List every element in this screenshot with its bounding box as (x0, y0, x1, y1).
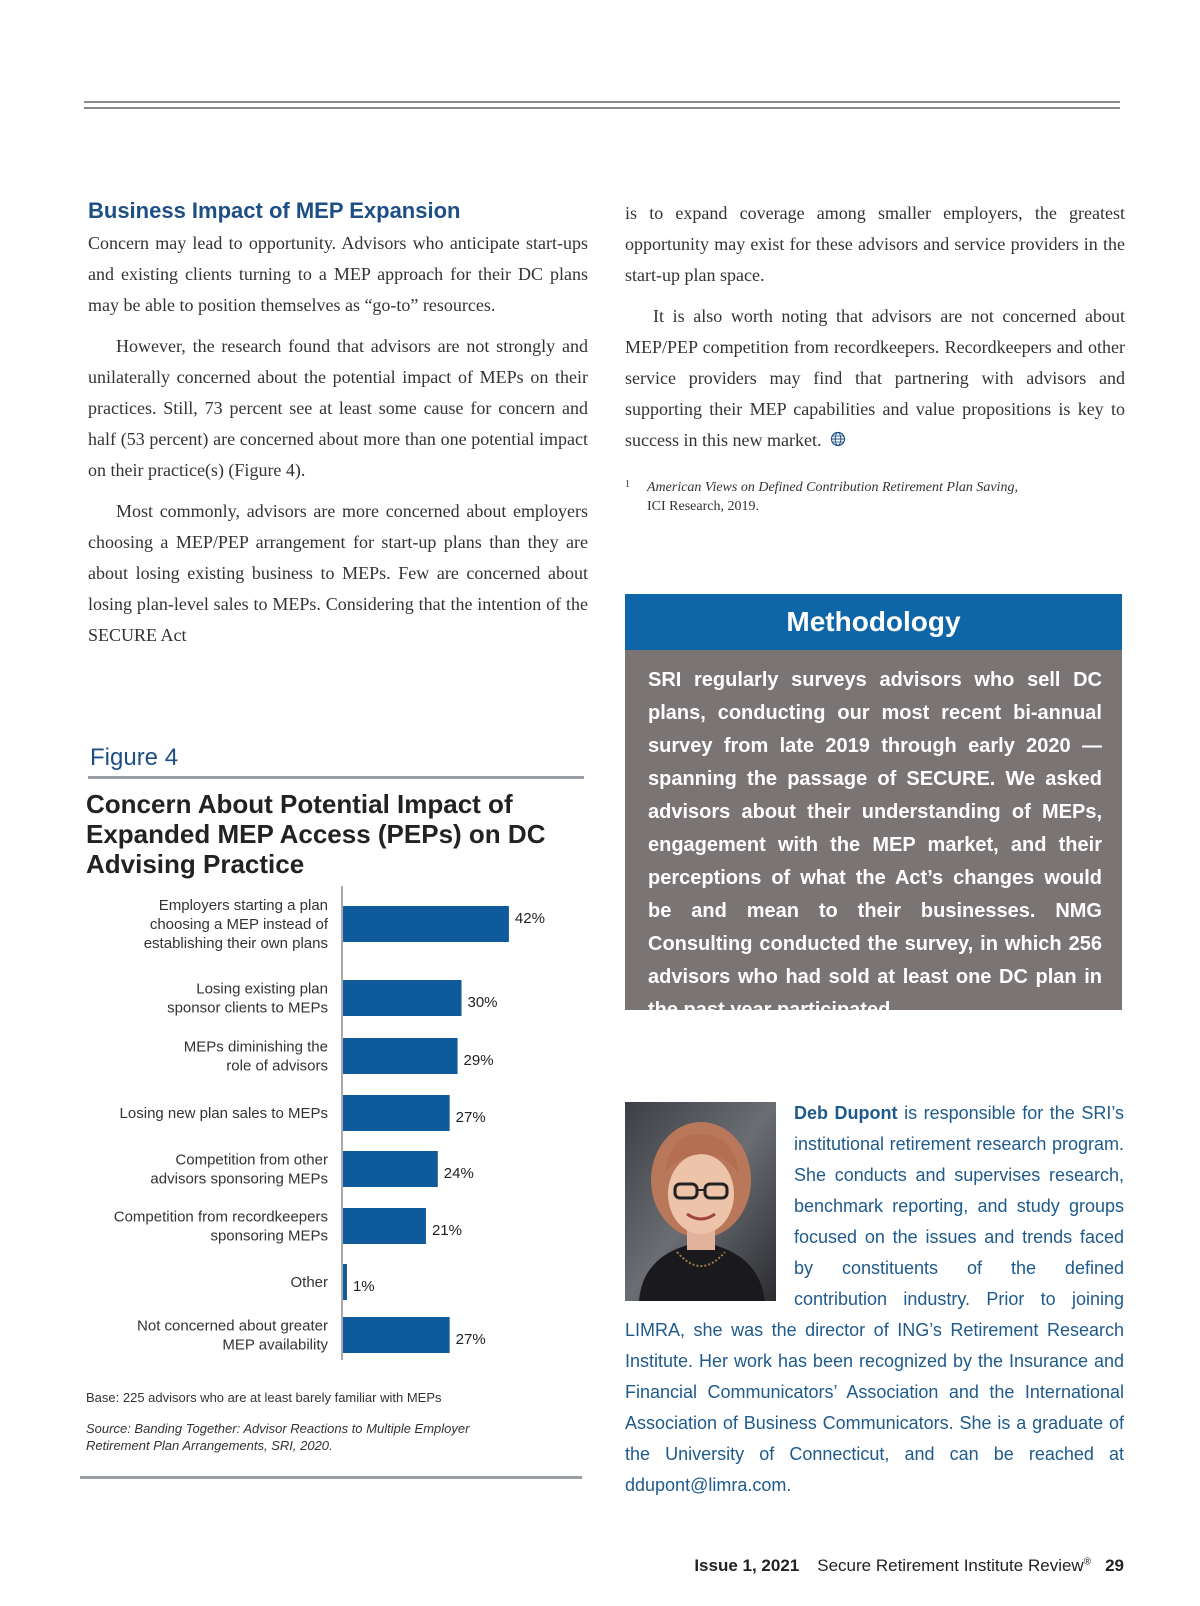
top-rule-2 (84, 107, 1120, 109)
figure-bottom-rule (80, 1476, 582, 1479)
left-column (88, 198, 588, 661)
footer-trademark: ® (1083, 1556, 1092, 1568)
footnote (625, 478, 1125, 516)
right-paragraph-1: is to expand coverage among smaller employers, the greatest opportunity may exist for these advisors and service providers in the start-up plan space. (625, 203, 1125, 285)
chart-category-label: Competition from other (175, 1151, 328, 1169)
author-portrait (625, 1102, 776, 1301)
chart-category-label: Losing new plan sales to MEPs (119, 1105, 328, 1122)
chart-category-label: advisors sponsoring MEPs (150, 1170, 328, 1188)
left-paragraph-1: Concern may lead to opportunity. Advisors who anticipate start-ups and existing clients turning to a MEP approach for their DC plans may be able to position themselves as “go-to” resources. (88, 233, 588, 315)
chart-value-label: 27% (455, 1331, 486, 1348)
top-rule-1 (84, 101, 1120, 103)
right-paragraph-2 (625, 301, 1125, 456)
author-bio (625, 1098, 1124, 1501)
left-paragraph-2: However, the research found that advisors are not strongly and unilaterally concerned about the potential impact of MEPs on their practices. Still, 73 percent see at least some cause for concern and half (53 percent) are concerned about more than one potential impact on their practice(s) (Figure 4). (88, 336, 588, 480)
left-paragraph-3: Most commonly, advisors are more concerned about employers choosing a MEP/PEP arrangement for start-up plans than they are about losing existing business to MEPs. Few are concerned about losing plan-level sales to MEPs. Considering that the intention of the SECURE Act (88, 501, 588, 645)
chart-category-label: role of advisors (226, 1057, 328, 1075)
chart-bar (343, 1317, 450, 1353)
chart-value-label: 24% (443, 1165, 474, 1182)
figure-label: Figure 4 (90, 744, 179, 771)
chart-value-label: 42% (514, 910, 545, 927)
figure-title: Concern About Potential Impact of Expanded MEP Access (PEPs) on DC Advising Practice (86, 789, 546, 879)
chart-bar (343, 1208, 426, 1244)
footer-publication: Secure Retirement Institute Review (817, 1556, 1084, 1575)
figure-top-rule (88, 776, 584, 779)
chart-category-label: sponsor clients to MEPs (167, 999, 328, 1017)
chart-category-label: Employers starting a plan (158, 897, 328, 914)
page-footer (694, 1556, 1124, 1576)
chart-category-label: establishing their own plans (143, 935, 328, 952)
right-paragraph-2-text: It is also worth noting that advisors are not concerned about MEP/PEP competition from recordkeepers. Recordkeepers and other service providers may find that partnering with advisors and supporting their MEP capabilities and value propositions is key to success in this new market. (625, 306, 1125, 450)
chart-category-label: choosing a MEP instead of (149, 916, 328, 933)
chart-category-label: Other (290, 1274, 328, 1291)
footnote-title: American Views on Defined Contribution Retirement Plan Saving, (647, 480, 1018, 495)
figure-4 (84, 744, 584, 1453)
chart-bar (343, 980, 462, 1016)
chart-category-label: MEPs diminishing the (183, 1038, 328, 1056)
footnote-number: 1 (625, 479, 630, 490)
methodology-text: SRI regularly surveys advisors who sell DC plans, conducting our most recent bi-annual survey from late 2019 through early 2020 — spanning the passage of SECURE. We asked advisors about their understanding of MEPs, engagement with the MEP market, and their perceptions of what the Act’s changes would be and mean to their businesses. NMG Consulting conducted the survey, in which 256 advisors who had sold at least one DC plan in the past year participated. (625, 650, 1122, 1010)
footnote-publisher: ICI Research, 2019. (647, 499, 759, 514)
chart-bar (343, 1038, 458, 1074)
figure-base-note: Base: 225 advisors who are at least barely familiar with MEPs (86, 1390, 442, 1405)
chart-value-label: 29% (463, 1052, 494, 1069)
bar-chart (84, 897, 584, 1386)
chart-bar (343, 1095, 450, 1131)
chart-bar (343, 1264, 347, 1300)
right-column (625, 198, 1125, 516)
figure-source-note: Source: Banding Together: Advisor Reactions to Multiple Employer Retirement Plan Arrangements, SRI, 2020. (86, 1421, 470, 1453)
author-bio-text: is responsible for the SRI’s institutional retirement research program. She conducts and supervises research, benchmark reporting, and study groups focused on the issues and trends faced by constituents of the defined contribution industry. Prior to joining LIMRA, she was the director of ING’s Retirement Research Institute. Her work has been recognized by the Insurance and Financial Communicators’ Association and the International Association of Business Communicators. She is a graduate of the University of Connecticut, and can be reached at ddupont@limra.com. (625, 1103, 1124, 1495)
chart-value-label: 30% (467, 994, 498, 1011)
chart-category-label: Not concerned about greater (137, 1317, 328, 1335)
page-number: 29 (1105, 1556, 1124, 1575)
chart-value-label: 1% (352, 1278, 375, 1295)
chart-category-label: sponsoring MEPs (210, 1227, 328, 1245)
chart-category-label: Losing existing plan (196, 980, 328, 998)
chart-category-label: Competition from recordkeepers (113, 1208, 328, 1226)
chart-value-label: 21% (431, 1222, 462, 1239)
chart-bar (343, 1151, 438, 1187)
chart-value-label: 27% (455, 1109, 486, 1126)
globe-icon (830, 431, 846, 447)
section-heading: Business Impact of MEP Expansion (88, 198, 461, 223)
chart-category-label: MEP availability (222, 1336, 328, 1354)
author-name: Deb Dupont (794, 1103, 898, 1123)
methodology-box (625, 594, 1122, 1021)
footnote-text (647, 478, 1125, 516)
methodology-heading: Methodology (625, 594, 1122, 650)
footer-issue: Issue 1, 2021 (694, 1556, 800, 1575)
chart-bar (343, 906, 509, 942)
